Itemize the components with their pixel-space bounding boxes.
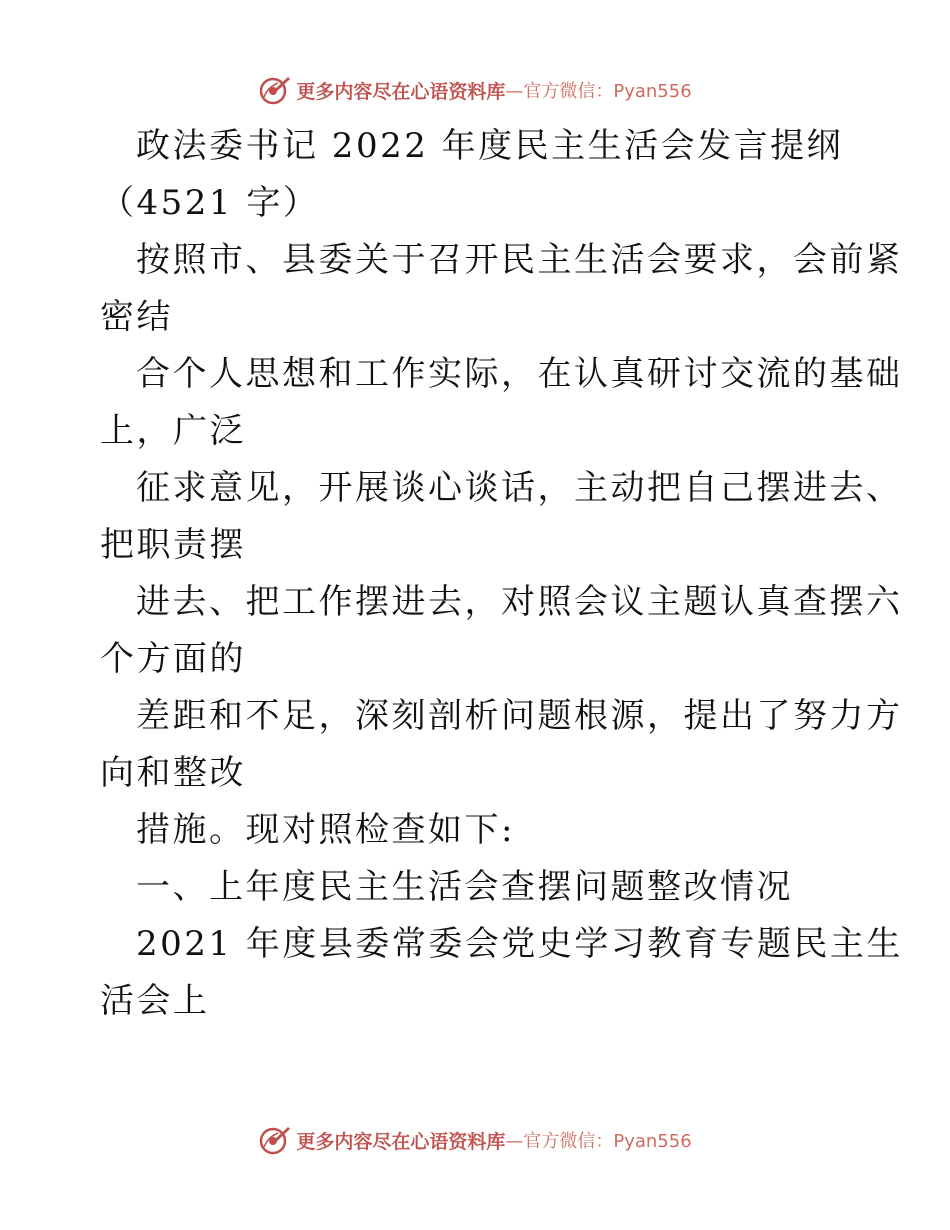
- doc-title: 政法委书记 2022 年度民主生活会发言提纲: [136, 126, 844, 166]
- paragraph-line: 措施。现对照检查如下:: [136, 810, 515, 850]
- paragraph-line: 上，广泛: [100, 411, 246, 451]
- paragraph-line: 活会上: [100, 981, 210, 1021]
- banner-wechat: —官方微信：Pyan556: [505, 1131, 692, 1152]
- paragraph-line: 合个人思想和工作实际，在认真研讨交流的基础: [136, 354, 903, 394]
- pen-logo-icon: [258, 1123, 292, 1157]
- pen-logo-icon: [258, 73, 292, 107]
- paragraph-line: 差距和不足，深刻剖析问题根源，提出了努力方: [136, 696, 903, 736]
- footer-banner: [0, 1120, 950, 1160]
- banner-wechat: —官方微信：Pyan556: [505, 81, 692, 102]
- paragraph-line: 按照市、县委关于召开民主生活会要求，会前紧: [136, 240, 903, 280]
- paragraph-line: 进去、把工作摆进去，对照会议主题认真查摆六: [136, 582, 903, 622]
- banner-title: 更多内容尽在心语资料库: [296, 1130, 506, 1153]
- paragraph-line: 向和整改: [100, 753, 246, 793]
- banner-title: 更多内容尽在心语资料库: [296, 80, 506, 103]
- paragraph-line: 征求意见，开展谈心谈话，主动把自己摆进去、: [136, 468, 903, 508]
- doc-title-wordcount: （4521 字）: [100, 183, 320, 223]
- paragraph-line: 把职责摆: [100, 525, 246, 565]
- document-body: [100, 118, 903, 1030]
- header-banner: [0, 70, 950, 110]
- paragraph-line: 密结: [100, 297, 173, 337]
- paragraph-line: 2021 年度县委常委会党史学习教育专题民主生: [136, 924, 903, 964]
- paragraph-line: 个方面的: [100, 639, 246, 679]
- section-heading: 一、上年度民主生活会查摆问题整改情况: [136, 867, 793, 907]
